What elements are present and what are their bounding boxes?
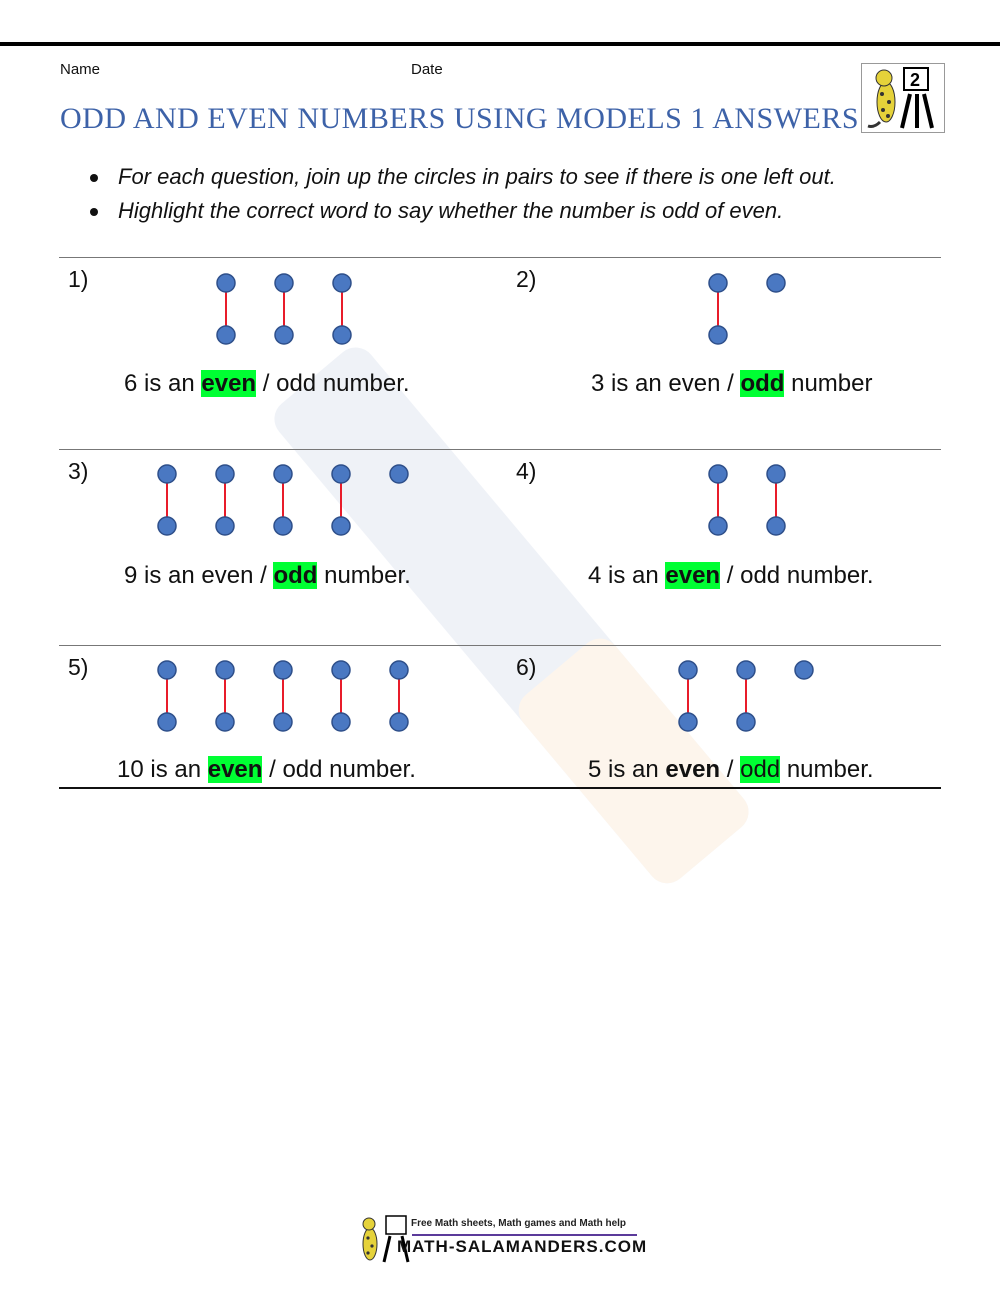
- question-number: 6): [516, 654, 537, 680]
- word-even: even: [665, 562, 721, 589]
- question-number: 3): [68, 458, 89, 484]
- sentence-end: number.: [317, 562, 411, 589]
- footer-underline: [412, 1234, 637, 1236]
- sentence-end: number.: [780, 562, 874, 589]
- word-odd: odd: [740, 756, 781, 783]
- answer-sentence: [588, 756, 874, 784]
- word-odd: odd: [740, 370, 785, 397]
- section-divider: [59, 645, 941, 646]
- sentence-start: 4 is an: [588, 562, 666, 589]
- sentence-start: 3 is an: [591, 370, 669, 397]
- section-divider: [59, 257, 941, 258]
- sentence-end: number: [784, 370, 873, 397]
- sentence-end: number.: [780, 756, 874, 783]
- footer-tagline: Free Math sheets, Math games and Math help: [411, 1218, 627, 1229]
- page-title: ODD AND EVEN NUMBERS USING MODELS 1 ANSWERS: [60, 102, 860, 135]
- separator: /: [720, 370, 741, 397]
- model-dot: [709, 274, 727, 292]
- word-odd: odd: [282, 756, 323, 783]
- sentence-end: number.: [316, 370, 410, 397]
- instruction-item: For each question, join up the circles in pairs to see if there is one left out.: [90, 160, 836, 194]
- top-rule: [0, 42, 1000, 46]
- sentence-start: 10 is an: [117, 756, 208, 783]
- word-odd: odd: [276, 370, 317, 397]
- date-label: Date: [411, 61, 443, 78]
- separator: /: [256, 370, 277, 397]
- svg-text:2: 2: [910, 70, 921, 90]
- sentence-start: 9 is an: [124, 562, 202, 589]
- instruction-item: Highlight the correct word to say whether the number is odd of even.: [90, 194, 836, 228]
- question-number: 1): [68, 266, 89, 292]
- answer-sentence: [591, 370, 872, 398]
- question-number: 4): [516, 458, 537, 484]
- word-odd: odd: [740, 562, 781, 589]
- model-dot: [767, 274, 785, 292]
- word-odd: odd: [273, 562, 318, 589]
- word-even: even: [201, 370, 257, 397]
- salamander-logo-icon: [862, 64, 944, 132]
- model-dot: [275, 274, 293, 292]
- separator: /: [253, 562, 274, 589]
- separator: /: [720, 562, 741, 589]
- answer-sentence: [124, 370, 410, 398]
- model-dot: [217, 274, 235, 292]
- answer-sentence: [588, 562, 874, 590]
- answer-sentence: [124, 562, 411, 590]
- section-divider: [59, 787, 941, 789]
- sentence-end: number.: [322, 756, 416, 783]
- word-even: even: [201, 562, 254, 589]
- answer-sentence: [117, 756, 416, 784]
- footer-logo: [352, 1212, 652, 1267]
- model-dot: [333, 274, 351, 292]
- name-label: Name: [60, 61, 101, 78]
- separator: /: [720, 756, 741, 783]
- question-number: 5): [68, 654, 89, 680]
- question-number: 2): [516, 266, 537, 292]
- instructions-list: [90, 160, 836, 228]
- word-even: even: [668, 370, 721, 397]
- footer-brand: MATH-SALAMANDERS.COM: [397, 1237, 648, 1256]
- section-divider: [59, 449, 941, 450]
- word-even: even: [207, 756, 263, 783]
- separator: /: [262, 756, 283, 783]
- sentence-start: 5 is an: [588, 756, 666, 783]
- sentence-start: 6 is an: [124, 370, 202, 397]
- word-even: even: [665, 756, 721, 783]
- salamander-logo: [861, 63, 945, 133]
